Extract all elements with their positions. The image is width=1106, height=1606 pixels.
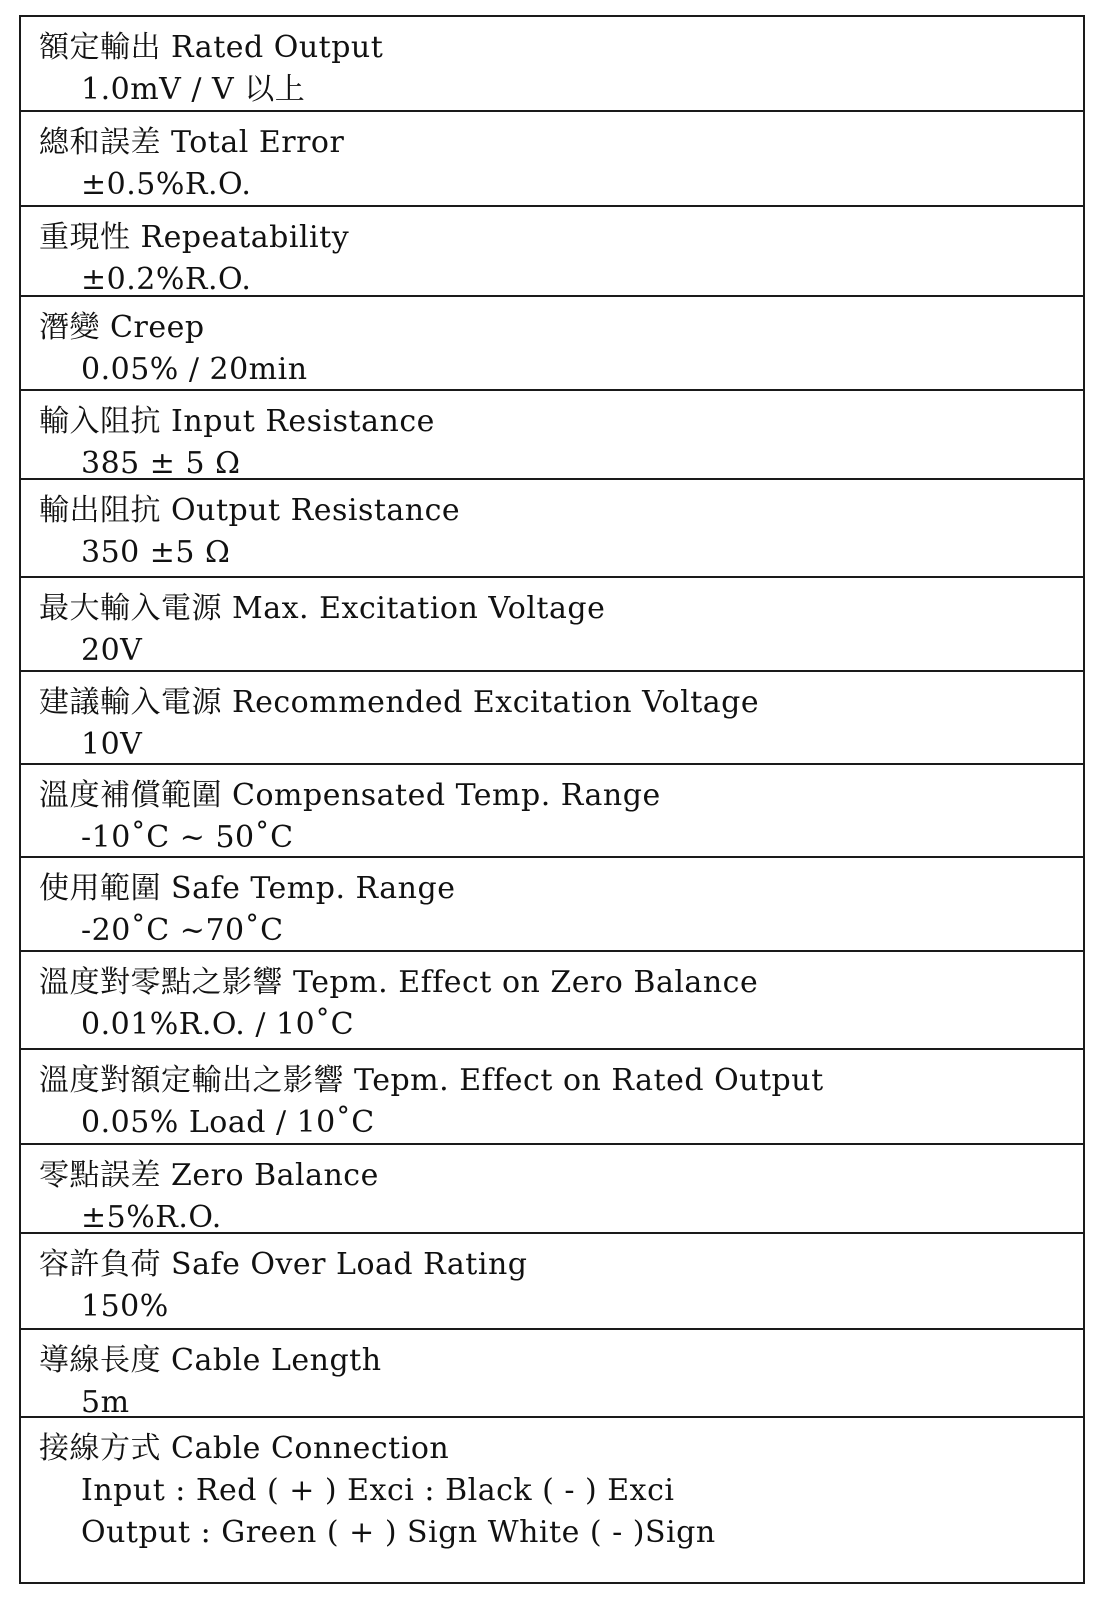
- spec-row: [21, 1048, 1083, 1143]
- spec-value: 0.01%R.O. / 10˚C: [81, 1007, 355, 1042]
- spec-title: 溫度對零點之影響 Tepm. Effect on Zero Balance: [39, 965, 759, 1000]
- spec-title: 潛變 Creep: [39, 310, 205, 345]
- spec-value: ±5%R.O.: [81, 1200, 222, 1235]
- spec-value: ±0.2%R.O.: [81, 262, 252, 297]
- spec-row: [21, 576, 1083, 670]
- spec-row: [21, 110, 1083, 205]
- spec-table: [19, 15, 1085, 1584]
- spec-value: -20˚C ~70˚C: [81, 913, 284, 948]
- spec-value: 0.05% Load / 10˚C: [81, 1105, 375, 1140]
- spec-row: [21, 17, 1083, 110]
- spec-row: [21, 389, 1083, 481]
- spec-value: 1.0mV / V 以上: [81, 72, 306, 107]
- spec-row: [21, 670, 1083, 763]
- spec-value: 385 ± 5 Ω: [81, 446, 241, 481]
- spec-title: 接線方式 Cable Connection: [39, 1431, 450, 1466]
- spec-value: 150%: [81, 1289, 169, 1324]
- spec-value: 0.05% / 20min: [81, 352, 308, 387]
- spec-row: [21, 478, 1083, 576]
- spec-title: 導線長度 Cable Length: [39, 1343, 382, 1378]
- spec-value: -10˚C ~ 50˚C: [81, 820, 294, 855]
- spec-title: 總和誤差 Total Error: [39, 125, 345, 160]
- spec-title: 輸入阻抗 Input Resistance: [39, 404, 435, 439]
- spec-value: 5m: [81, 1385, 130, 1420]
- spec-row: [21, 205, 1083, 295]
- spec-title: 零點誤差 Zero Balance: [39, 1158, 379, 1193]
- spec-row: [21, 1143, 1083, 1235]
- spec-value: 350 ±5 Ω: [81, 535, 231, 570]
- spec-row: [21, 1328, 1083, 1420]
- spec-row: [21, 763, 1083, 856]
- spec-title: 溫度對額定輸出之影響 Tepm. Effect on Rated Output: [39, 1063, 824, 1098]
- spec-title: 溫度補償範圍 Compensated Temp. Range: [39, 778, 661, 813]
- spec-value: 10V: [81, 727, 143, 762]
- spec-value: ±0.5%R.O.: [81, 167, 252, 202]
- spec-title: 建議輸入電源 Recommended Excitation Voltage: [39, 685, 760, 720]
- spec-row: [21, 295, 1083, 389]
- spec-title: 最大輸入電源 Max. Excitation Voltage: [39, 591, 606, 626]
- spec-row: [21, 1416, 1083, 1582]
- spec-title: 額定輸出 Rated Output: [39, 30, 384, 65]
- spec-row: [21, 856, 1083, 950]
- spec-value: 20V: [81, 633, 143, 668]
- spec-title: 容許負荷 Safe Over Load Rating: [39, 1247, 528, 1282]
- spec-title: 使用範圍 Safe Temp. Range: [39, 871, 456, 906]
- spec-title: 重現性 Repeatability: [39, 220, 350, 255]
- spec-row: [21, 950, 1083, 1048]
- spec-value: Input : Red ( + ) Exci : Black ( - ) Exci: [81, 1473, 675, 1508]
- spec-title: 輸出阻抗 Output Resistance: [39, 493, 461, 528]
- spec-value: Output : Green ( + ) Sign White ( - )Sign: [81, 1515, 716, 1550]
- spec-row: [21, 1232, 1083, 1328]
